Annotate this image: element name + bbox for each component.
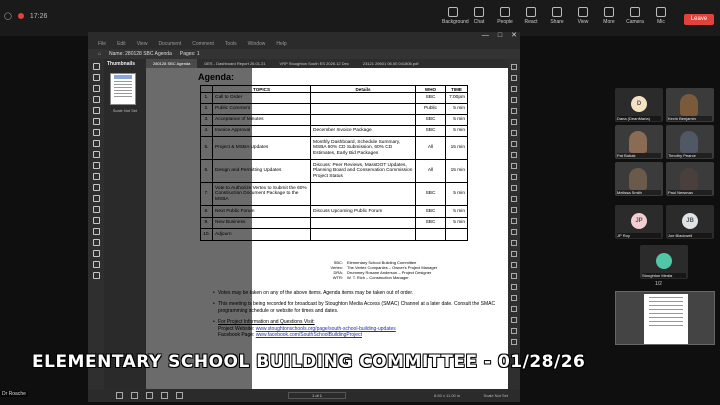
- participant-tile[interactable]: [615, 205, 663, 239]
- leave-button[interactable]: Leave: [684, 14, 714, 25]
- document-tab[interactable]: DES - Dashboard Report 26.01.21: [204, 61, 266, 66]
- markup-tool-icon[interactable]: [511, 152, 517, 158]
- agenda-cell-topic: New Business: [213, 218, 311, 229]
- agenda-cell-time: 15 min: [446, 137, 468, 160]
- gallery-pager[interactable]: 1/2: [655, 281, 662, 287]
- menu-item-comment[interactable]: Comment: [192, 41, 214, 47]
- toolbar-label: More: [603, 19, 615, 25]
- tool-icon[interactable]: [93, 162, 100, 169]
- window-controls: [482, 32, 517, 40]
- agenda-cell-who: Public: [416, 104, 446, 115]
- agenda-cell-details: [311, 229, 416, 241]
- markup-tool-icon[interactable]: [511, 262, 517, 268]
- toolbar-label: Background: [442, 19, 469, 25]
- info-icon[interactable]: ◯: [4, 13, 12, 20]
- markup-tool-icon[interactable]: [511, 97, 517, 103]
- document-info-bar: [88, 49, 520, 59]
- agenda-cell-topic: Vote to Authorize Vertex to Submit the 60% Construction Document Package to the MSBA: [213, 183, 311, 206]
- project-info: [218, 319, 498, 338]
- share-icon: [552, 7, 562, 17]
- markup-tool-icon[interactable]: [511, 229, 517, 235]
- participant-name: Melissa Smith: [617, 190, 661, 195]
- agenda-row: [201, 104, 468, 115]
- menu-item-window[interactable]: Window: [247, 41, 266, 47]
- zoom-top-left: [4, 12, 47, 20]
- tool-icon[interactable]: [93, 129, 100, 136]
- agenda-cell-time: 5 min: [446, 126, 468, 137]
- mic-icon: [656, 7, 666, 17]
- markup-tool-icon[interactable]: [511, 218, 517, 224]
- thumbnail-label: Scale Not Set: [112, 108, 138, 113]
- agenda-cell-topic: Design and Permitting Updates: [213, 160, 311, 183]
- agenda-cell-details: Discuss: Peer Reviews, MassDOT Updates, Planning Board and Conservation Commission Project Status: [311, 160, 416, 183]
- grid-button[interactable]: [572, 7, 594, 25]
- agenda-cell-time: 7:00pm: [446, 93, 468, 104]
- more-icon: [604, 7, 614, 17]
- participant-tile[interactable]: [666, 162, 714, 196]
- legend-value: The Vertex Companies – Owner's Project Manager: [347, 265, 438, 270]
- markup-tool-icon[interactable]: [511, 339, 517, 345]
- participant-name: Joe Blackwell: [668, 233, 712, 238]
- tool-icon[interactable]: [93, 217, 100, 224]
- menu-item-edit[interactable]: Edit: [117, 41, 126, 47]
- agenda-cell-time: 15 min: [446, 160, 468, 183]
- people-button[interactable]: [494, 7, 516, 25]
- zoom-toolbar: [442, 7, 672, 25]
- markup-tool-icon[interactable]: [511, 295, 517, 301]
- agenda-cell-details: [311, 115, 416, 126]
- markup-tool-icon[interactable]: [511, 306, 517, 312]
- markup-tool-icon[interactable]: [511, 273, 517, 279]
- agenda-row: [201, 229, 468, 241]
- zoom-out-icon[interactable]: [146, 392, 153, 399]
- info-title: For Project Information and Questions Visit:: [218, 319, 315, 326]
- right-toolbar: [508, 59, 520, 389]
- agenda-cell-who: SBC: [416, 206, 446, 218]
- tool-icon[interactable]: [93, 261, 100, 268]
- note-recording: • This meeting is being recorded for broadcast by Stoughton Media Access (SMAC) Channel at a later date. Consult the SMAC programming schedule or website for times and dates.: [218, 301, 498, 314]
- note-votes: • Votes may be taken on any of the above items. Agenda items may be taken out of order.: [218, 290, 498, 296]
- heart-button[interactable]: [520, 7, 542, 25]
- col-topics: TOPICS: [213, 86, 311, 93]
- thumbnails-panel: [104, 59, 146, 389]
- pan-icon[interactable]: [131, 392, 138, 399]
- participant-tile[interactable]: [666, 125, 714, 159]
- recording-label: 17:26: [29, 12, 48, 20]
- menu-item-help[interactable]: Help: [276, 41, 287, 47]
- minimize-icon[interactable]: —: [481, 32, 489, 39]
- heart-icon: [526, 7, 536, 17]
- participant-tile[interactable]: [666, 88, 714, 122]
- markup-tool-icon[interactable]: [511, 130, 517, 136]
- toolbar-label: React: [524, 19, 538, 25]
- agenda-cell-num: 2.: [201, 104, 213, 115]
- agenda-cell-time: [446, 229, 468, 241]
- agenda-row: [201, 160, 468, 183]
- logo-avatar: [656, 253, 672, 269]
- agenda-table: [200, 85, 468, 241]
- status-bar: [88, 389, 520, 402]
- agenda-cell-details: Monthly Dashboard, Schedule Summary, MSBA 60% CD Submission, 60% CD Estimates, Early Bid Packages: [311, 137, 416, 160]
- tool-icon[interactable]: [93, 250, 100, 257]
- scale-label: Scale Not Set: [483, 393, 508, 398]
- agenda-cell-num: 10.: [201, 229, 213, 241]
- tool-icon[interactable]: [93, 85, 100, 92]
- participant-name: Dana (DeanMaria): [617, 116, 661, 121]
- legend: [313, 260, 437, 280]
- menu-item-document[interactable]: Document: [158, 41, 182, 47]
- mic-button[interactable]: [650, 7, 672, 25]
- agenda-cell-who: SBC: [416, 115, 446, 126]
- menu-item-view[interactable]: View: [136, 41, 148, 47]
- legend-value: Drummey Rosane Anderson – Project Designer: [347, 270, 432, 275]
- participant-name: JP Roy: [617, 233, 661, 238]
- tool-icon[interactable]: [93, 74, 100, 81]
- participant-tile[interactable]: [615, 162, 663, 196]
- legend-key: DRA:: [333, 270, 343, 275]
- agenda-row: [201, 126, 468, 137]
- agenda-cell-who: SBC: [416, 93, 446, 104]
- agenda-cell-who: All: [416, 160, 446, 183]
- agenda-cell-time: 5 min: [446, 183, 468, 206]
- participant-video: [629, 131, 647, 153]
- tool-icon[interactable]: [93, 272, 100, 279]
- agenda-cell-time: 5 min: [446, 104, 468, 115]
- share-button[interactable]: [546, 7, 568, 25]
- maximize-icon[interactable]: □: [497, 32, 503, 39]
- participant-name: Kevin Benjamin: [668, 116, 712, 121]
- participant-tile[interactable]: [615, 88, 663, 122]
- markup-tool-icon[interactable]: [511, 75, 517, 81]
- markup-tool-icon[interactable]: [511, 328, 517, 334]
- markup-tool-icon[interactable]: [511, 119, 517, 125]
- tool-icon[interactable]: [93, 118, 100, 125]
- participant-tile[interactable]: [640, 245, 688, 279]
- page-thumbnail[interactable]: [110, 73, 136, 105]
- participant-tile[interactable]: [615, 125, 663, 159]
- participant-video: [680, 94, 698, 116]
- agenda-header-row: [201, 86, 468, 93]
- agenda-cell-topic: Acceptance of Minutes: [213, 115, 311, 126]
- participant-tile[interactable]: [666, 205, 714, 239]
- legend-row: [313, 275, 437, 280]
- markup-tool-icon[interactable]: [511, 108, 517, 114]
- shared-screen-thumbnail[interactable]: [615, 291, 715, 345]
- markup-tool-icon[interactable]: [511, 86, 517, 92]
- toolbar-label: View: [577, 19, 589, 25]
- col-who: WHO: [416, 86, 446, 93]
- markup-tool-icon[interactable]: [511, 141, 517, 147]
- home-icon[interactable]: ⌂: [98, 51, 102, 57]
- col-num: [201, 86, 213, 93]
- tool-icon[interactable]: [93, 173, 100, 180]
- agenda-row: [201, 137, 468, 160]
- tool-icon[interactable]: [93, 140, 100, 147]
- people-icon: [500, 7, 510, 17]
- participant-name: Timothy Pearce: [668, 153, 712, 158]
- agenda-row: [201, 115, 468, 126]
- facebook-link[interactable]: www.facebook.com/SouthSchoolBuildingProject: [255, 332, 362, 339]
- agenda-cell-details: December Invoice Package: [311, 126, 416, 137]
- agenda-row: [201, 206, 468, 218]
- legend-value: Elementary School Building Committee: [347, 260, 417, 265]
- tool-icon[interactable]: [93, 96, 100, 103]
- markup-tool-icon[interactable]: [511, 207, 517, 213]
- tool-icon[interactable]: [93, 184, 100, 191]
- document-tab[interactable]: 23121 29601 06.00 041806.pdf: [362, 61, 419, 66]
- document-tab[interactable]: 280128 SBC Agenda: [146, 59, 197, 68]
- agenda-cell-topic: Adjourn: [213, 229, 311, 241]
- tool-icon[interactable]: [93, 206, 100, 213]
- legend-key: WTR:: [332, 275, 343, 280]
- doc-title-label: Name: 280128 SBC Agenda: [109, 51, 172, 57]
- legend-value: W. T. Rich – Construction Manager: [347, 275, 409, 280]
- col-details: Details: [311, 86, 416, 93]
- page-indicator[interactable]: 1 of 1: [288, 392, 346, 399]
- participant-video: [680, 131, 698, 153]
- agenda-cell-num: 4.: [201, 126, 213, 137]
- tool-icon[interactable]: [93, 239, 100, 246]
- tool-icon[interactable]: [93, 228, 100, 235]
- recording-icon: [18, 13, 24, 19]
- agenda-heading: Agenda:: [198, 72, 234, 82]
- toolbar-label: Camera: [626, 19, 644, 25]
- agenda-cell-num: 1.: [201, 93, 213, 104]
- self-view-label: Dr Roache: [2, 391, 26, 397]
- avatar: D: [631, 96, 647, 112]
- fit-page-icon[interactable]: [176, 392, 183, 399]
- select-icon[interactable]: [116, 392, 123, 399]
- project-website-label: Project Website:: [218, 325, 255, 332]
- toolbar-label: People: [497, 19, 513, 25]
- facebook-label: Facebook Page:: [218, 332, 255, 339]
- agenda-cell-topic: Project & MSBA Updates: [213, 137, 311, 160]
- markup-tool-icon[interactable]: [511, 317, 517, 323]
- participant-video: [629, 168, 647, 190]
- status-bar-tools: [116, 392, 183, 399]
- agenda-cell-details: [311, 93, 416, 104]
- markup-tool-icon[interactable]: [511, 196, 517, 202]
- agenda-row: [201, 183, 468, 206]
- page-size: 8.50 x 11.00 in: [434, 393, 460, 398]
- agenda-cell-who: [416, 229, 446, 241]
- avatar: JB: [682, 213, 698, 229]
- participant-name: Stoughton Media: [642, 273, 686, 278]
- markup-tool-icon[interactable]: [511, 284, 517, 290]
- avatar: JP: [631, 213, 647, 229]
- agenda-cell-time: 5 min: [446, 206, 468, 218]
- menu-item-file[interactable]: File: [98, 41, 107, 47]
- camera-icon: [630, 7, 640, 17]
- agenda-cell-topic: Public Comment: [213, 104, 311, 115]
- markup-tool-icon[interactable]: [511, 185, 517, 191]
- app-title-bar: [88, 32, 520, 40]
- agenda-cell-num: 3.: [201, 115, 213, 126]
- markup-tool-icon[interactable]: [511, 163, 517, 169]
- agenda-cell-details: [311, 218, 416, 229]
- agenda-cell-details: Discuss Upcoming Public Forum: [311, 206, 416, 218]
- agenda-cell-details: [311, 104, 416, 115]
- app-menu-bar: [88, 40, 520, 49]
- chat-icon: [474, 7, 484, 17]
- menu-item-tools[interactable]: Tools: [224, 41, 237, 47]
- col-time: TIME: [446, 86, 468, 93]
- notes: [218, 290, 498, 343]
- monitor-icon: [448, 7, 458, 17]
- toolbar-label: Mic: [657, 19, 665, 25]
- markup-tool-icon[interactable]: [511, 174, 517, 180]
- more-button[interactable]: [598, 7, 620, 25]
- chat-button[interactable]: [468, 7, 490, 25]
- toolbar-label: Chat: [473, 19, 485, 25]
- project-website-link[interactable]: www.stoughtonschools.org/page/south-school-building-updates: [255, 325, 396, 332]
- agenda-cell-topic: Next Public Forum: [213, 206, 311, 218]
- markup-tool-icon[interactable]: [511, 64, 517, 70]
- agenda-cell-who: SBC: [416, 183, 446, 206]
- agenda-cell-topic: Call to Order: [213, 93, 311, 104]
- agenda-cell-num: 8.: [201, 206, 213, 218]
- left-toolbar: [88, 59, 104, 389]
- tool-icon[interactable]: [93, 195, 100, 202]
- tool-icon[interactable]: [93, 107, 100, 114]
- document-tab-bar: [146, 59, 520, 68]
- participant-name: Pat Bubak: [617, 153, 661, 158]
- agenda-cell-details: [311, 183, 416, 206]
- monitor-button[interactable]: [442, 7, 469, 25]
- agenda-cell-who: All: [416, 137, 446, 160]
- legend-key: Vertex:: [330, 265, 343, 270]
- participant-name: Paul Newman: [668, 190, 712, 195]
- agenda-cell-num: 5.: [201, 137, 213, 160]
- agenda-cell-num: 9.: [201, 218, 213, 229]
- agenda-cell-time: 5 min: [446, 218, 468, 229]
- toolbar-label: Share: [550, 19, 564, 25]
- pages-label: Pages: 1: [179, 51, 200, 57]
- zoom-in-icon[interactable]: [161, 392, 168, 399]
- agenda-cell-num: 7.: [201, 183, 213, 206]
- tool-icon[interactable]: [93, 151, 100, 158]
- agenda-cell-time: 5 min: [446, 115, 468, 126]
- grid-icon: [578, 7, 588, 17]
- participant-video: [680, 168, 698, 190]
- agenda-row: [201, 218, 468, 229]
- thumbnails-title: Thumbnails: [107, 61, 136, 67]
- agenda-cell-num: 6.: [201, 160, 213, 183]
- camera-button[interactable]: [624, 7, 646, 25]
- tool-icon[interactable]: [93, 63, 100, 70]
- markup-tool-icon[interactable]: [511, 251, 517, 257]
- agenda-row: [201, 93, 468, 104]
- legend-key: SBC:: [333, 260, 343, 265]
- markup-tool-icon[interactable]: [511, 240, 517, 246]
- zoom-top-bar: [0, 0, 720, 36]
- agenda-cell-who: SBC: [416, 218, 446, 229]
- agenda-cell-who: SBC: [416, 126, 446, 137]
- agenda-cell-topic: Invoice Approval: [213, 126, 311, 137]
- document-tab[interactable]: VRP Stoughton South ES 2026.12 Dec: [279, 61, 349, 66]
- broadcast-caption: ELEMENTARY SCHOOL BUILDING COMMITTEE - 01/28/26: [32, 352, 586, 372]
- close-icon[interactable]: ✕: [511, 32, 517, 39]
